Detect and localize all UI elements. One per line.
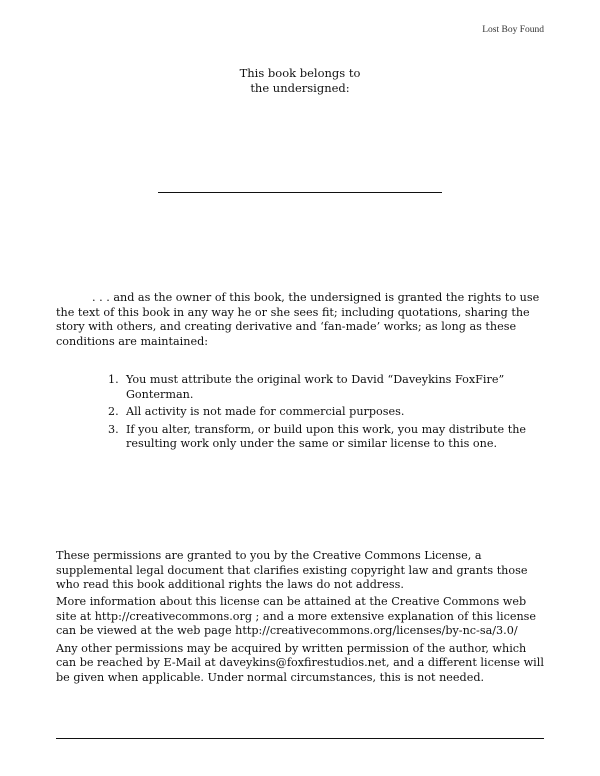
condition-item bbox=[108, 373, 544, 402]
license-paragraph: More information about this license can be attained at the Creative Commons web site at http://creativecommons.org ; and a more extensive explanation of this license can be viewed at the web page http://creativecommons.org/licenses/by-nc-sa/3.0/ bbox=[56, 595, 537, 638]
license-block bbox=[56, 549, 544, 688]
condition-number: 1. bbox=[108, 373, 119, 386]
running-header-title: Lost Boy Found bbox=[482, 25, 544, 35]
condition-text: If you alter, transform, or build upon this work, you may distribute the resulting work only under the same or similar license to this one. bbox=[126, 422, 527, 451]
condition-number: 3. bbox=[108, 422, 119, 436]
condition-text: All activity is not made for commercial purposes. bbox=[126, 405, 405, 419]
ownership-heading bbox=[0, 66, 600, 96]
condition-item bbox=[108, 405, 544, 420]
condition-item bbox=[108, 423, 544, 452]
conditions-list bbox=[108, 373, 544, 455]
signature-line bbox=[158, 192, 442, 193]
condition-text: You must attribute the original work to David “Daveykins FoxFire” Gonterman. bbox=[126, 373, 505, 401]
rights-paragraph: . . . and as the owner of this book, the undersigned is granted the rights to use the text of this book in any way he or she sees fit; including quotations, sharing the story with others, and creating derivative and ‘fan-made’ works; as long as these conditions are maintained: bbox=[56, 291, 540, 348]
footer-rule bbox=[56, 738, 544, 739]
license-paragraph: Any other permissions may be acquired by written permission of the author, which can be reached by E-Mail at daveykins@foxfirestudios.net, and a different license will be given when applicable. Under normal circumstances, this is not needed. bbox=[56, 641, 544, 684]
license-paragraph: These permissions are granted to you by the Creative Commons License, a supplemental legal document that clarifies existing copyright law and grants those who read this book additional rights the laws do not address. bbox=[56, 549, 528, 592]
condition-number: 2. bbox=[108, 405, 119, 419]
ownership-heading-line-2: the undersigned: bbox=[250, 81, 350, 95]
ownership-heading-line-1: This book belongs to bbox=[239, 66, 361, 80]
